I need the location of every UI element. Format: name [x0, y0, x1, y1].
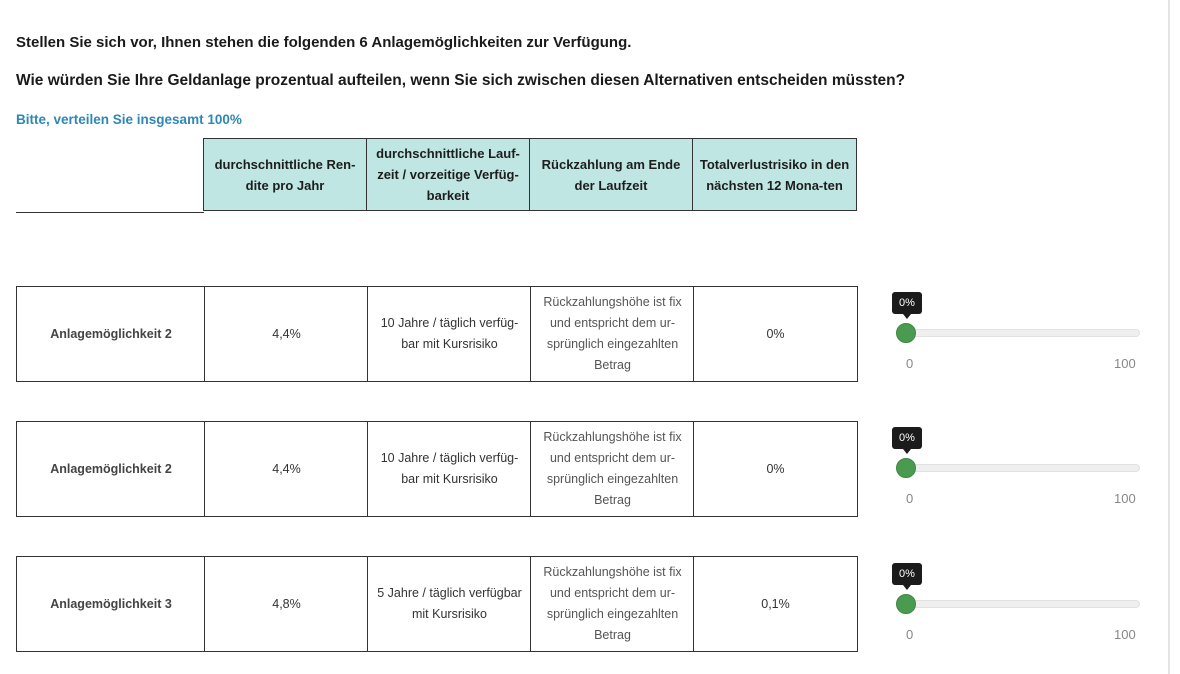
option-laufzeit: 10 Jahre / täglich verfüg-bar mit Kursrisiko: [367, 421, 531, 517]
option-rueckzahlung: Rückzahlungshöhe ist fix und entspricht dem ur-sprünglich eingezahlten Betrag: [530, 286, 694, 382]
slider-min-label: 0: [906, 491, 914, 506]
option-name: Anlagemöglichkeit 2: [16, 286, 205, 382]
slider-min-label: 0: [906, 627, 914, 642]
page-right-border: [1168, 0, 1170, 674]
option-rueckzahlung: Rückzahlungshöhe ist fix und entspricht dem ur-sprünglich eingezahlten Betrag: [530, 421, 694, 517]
header-rendite: durchschnittliche Ren-dite pro Jahr: [203, 138, 367, 211]
option-row-2: [16, 421, 858, 517]
option-risiko: 0,1%: [693, 556, 858, 652]
slider-handle[interactable]: [896, 458, 916, 478]
header-baseline: [16, 212, 204, 213]
slider-max-label: 100: [1114, 491, 1136, 506]
slider-track[interactable]: [900, 464, 1140, 472]
slider-handle[interactable]: [896, 594, 916, 614]
header-rueckzahlung: Rückzahlung am Ende der Laufzeit: [529, 138, 693, 211]
option-row-3: [16, 556, 858, 652]
option-row-1: [16, 286, 858, 382]
attribute-header-row: [16, 138, 858, 213]
slider-value-bubble: 0%: [892, 292, 922, 314]
slider-track[interactable]: [900, 600, 1140, 608]
option-risiko: 0%: [693, 421, 858, 517]
instruction-hint: Bitte, verteilen Sie insgesamt 100%: [16, 112, 242, 127]
option-rendite: 4,8%: [204, 556, 368, 652]
slider-value-bubble: 0%: [892, 427, 922, 449]
slider-value-bubble: 0%: [892, 563, 922, 585]
slider-handle[interactable]: [896, 323, 916, 343]
allocation-slider-3[interactable]: [890, 563, 1150, 643]
header-risiko: Totalverlustrisiko in den nächsten 12 Mona-ten: [692, 138, 857, 211]
slider-max-label: 100: [1114, 356, 1136, 371]
slider-track[interactable]: [900, 329, 1140, 337]
slider-min-label: 0: [906, 356, 914, 371]
allocation-slider-1[interactable]: [890, 292, 1150, 372]
slider-max-label: 100: [1114, 627, 1136, 642]
option-risiko: 0%: [693, 286, 858, 382]
option-name: Anlagemöglichkeit 3: [16, 556, 205, 652]
option-rendite: 4,4%: [204, 421, 368, 517]
question-intro: Stellen Sie sich vor, Ihnen stehen die folgenden 6 Anlagemöglichkeiten zur Verfügung.: [16, 34, 632, 51]
option-rueckzahlung: Rückzahlungshöhe ist fix und entspricht dem ur-sprünglich eingezahlten Betrag: [530, 556, 694, 652]
header-laufzeit: durchschnittliche Lauf-zeit / vorzeitige Verfüg-barkeit: [366, 138, 530, 211]
question-main: Wie würden Sie Ihre Geldanlage prozentual aufteilen, wenn Sie sich zwischen diesen Alternativen entscheiden müssten?: [16, 72, 906, 89]
option-laufzeit: 5 Jahre / täglich verfügbar mit Kursrisiko: [367, 556, 531, 652]
option-rendite: 4,4%: [204, 286, 368, 382]
option-laufzeit: 10 Jahre / täglich verfüg-bar mit Kursrisiko: [367, 286, 531, 382]
option-name: Anlagemöglichkeit 2: [16, 421, 205, 517]
allocation-slider-2[interactable]: [890, 427, 1150, 507]
